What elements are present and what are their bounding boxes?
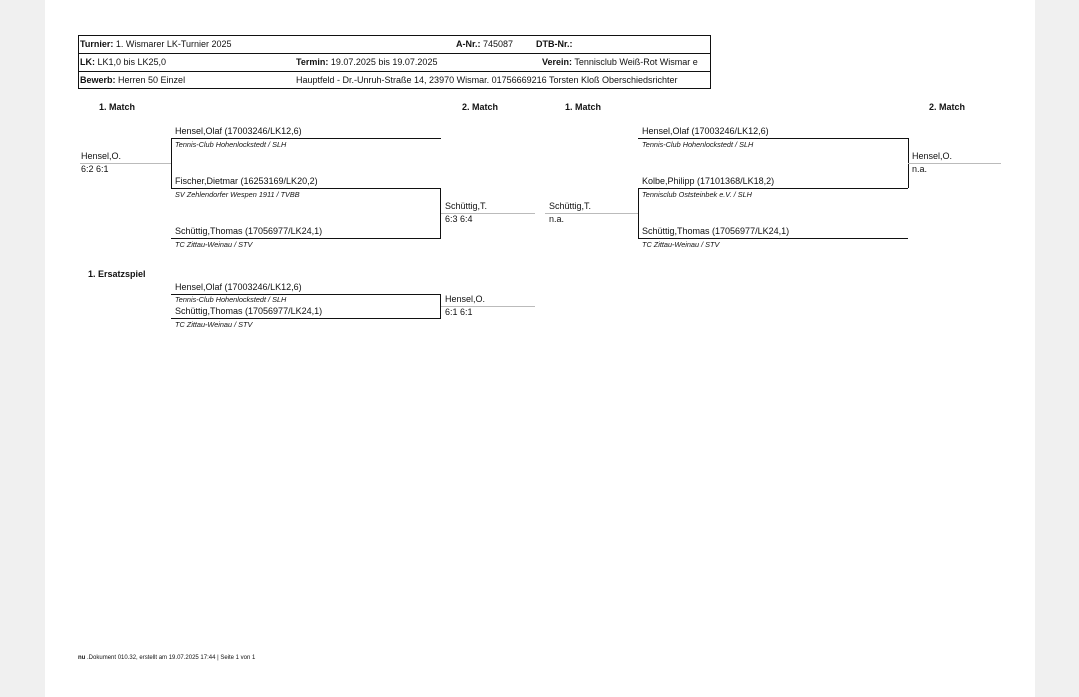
- termin-field: [296, 57, 437, 67]
- turnier-value: 1. Wismarer LK-Turnier 2025: [115, 39, 232, 49]
- bewerb-label: Bewerb:: [80, 75, 116, 85]
- ersatz-score: 6:1 6:1: [445, 307, 473, 317]
- left-match1-connector: [171, 138, 172, 188]
- lk-label: LK:: [80, 57, 95, 67]
- left-player1-name: Hensel,Olaf (17003246/LK12,6): [175, 126, 302, 136]
- lk-row: [80, 57, 166, 67]
- ersatz-player2-line: [171, 318, 441, 319]
- verein-label: Verein:: [542, 57, 573, 67]
- footer-text: .Dokument 010.32, erstellt am 19.07.2025 17:44 | Seite 1 von 1: [87, 655, 256, 661]
- location-text: Hauptfeld - Dr.-Unruh-Straße 14, 23970 Wismar. 01756669216 Torsten Kloß Oberschiedsrichter: [296, 75, 678, 85]
- bewerb-row: [80, 75, 185, 85]
- left-player1-line: [171, 138, 441, 139]
- left-match1-score: 6:2 6:1: [81, 164, 109, 174]
- header-divider: [78, 53, 711, 54]
- left-match2-score: 6:3 6:4: [445, 214, 473, 224]
- right-match1-score: n.a.: [549, 214, 565, 224]
- right-player1-line: [638, 138, 908, 139]
- ersatz-title: 1. Ersatzspiel: [88, 269, 146, 279]
- anr-label: A-Nr.:: [456, 39, 481, 49]
- document-page: [45, 0, 1035, 697]
- right-round2-label: 2. Match: [929, 102, 966, 112]
- turnier-row: [80, 39, 232, 49]
- footer: [78, 655, 255, 661]
- ersatz-player2-name: Schüttig,Thomas (17056977/LK24,1): [175, 306, 323, 316]
- ersatz-player1-name: Hensel,Olaf (17003246/LK12,6): [175, 282, 302, 292]
- anr-field: [456, 39, 513, 49]
- verein-value: Tennisclub Weiß-Rot Wismar e: [574, 57, 698, 67]
- right-match1-connector: [638, 188, 639, 238]
- lk-value: LK1,0 bis LK25,0: [97, 57, 167, 67]
- right-player1-club: Tennis-Club Hohenlockstedt / SLH: [642, 140, 754, 149]
- right-player3-club: TC Zittau-Weinau / STV: [642, 240, 720, 249]
- bewerb-value: Herren 50 Einzel: [118, 75, 186, 85]
- left-player2-line: [171, 188, 441, 189]
- right-match1-winner: Schüttig,T.: [549, 201, 592, 211]
- left-player1-club: Tennis-Club Hohenlockstedt / SLH: [175, 140, 287, 149]
- left-player3-name: Schüttig,Thomas (17056977/LK24,1): [175, 226, 323, 236]
- verein-field: [542, 57, 698, 67]
- right-player3-name: Schüttig,Thomas (17056977/LK24,1): [642, 226, 790, 236]
- left-round1-label: 1. Match: [99, 102, 136, 112]
- left-match1-winner: Hensel,O.: [81, 151, 122, 161]
- termin-value: 19.07.2025 bis 19.07.2025: [330, 57, 438, 67]
- ersatz-player2-club: TC Zittau-Weinau / STV: [175, 320, 253, 329]
- right-player3-line: [638, 238, 908, 239]
- left-round2-label: 2. Match: [462, 102, 499, 112]
- right-round1-label: 1. Match: [565, 102, 602, 112]
- left-player3-line: [171, 238, 441, 239]
- footer-prefix: nu: [78, 655, 86, 661]
- dtb-label: DTB-Nr.:: [536, 39, 573, 49]
- anr-value: 745087: [483, 39, 514, 49]
- dtb-field: [536, 39, 573, 49]
- ersatz-player1-club: Tennis-Club Hohenlockstedt / SLH: [175, 295, 287, 304]
- left-player2-name: Fischer,Dietmar (16253169/LK20,2): [175, 176, 318, 186]
- left-match2-winner: Schüttig,T.: [445, 201, 488, 211]
- right-match2-winner: Hensel,O.: [912, 151, 953, 161]
- right-player2-name: Kolbe,Philipp (17101368/LK18,2): [642, 176, 775, 186]
- right-match2-score: n.a.: [912, 164, 928, 174]
- header-divider: [78, 71, 711, 72]
- turnier-label: Turnier:: [80, 39, 114, 49]
- right-player2-line: [638, 188, 908, 189]
- right-player2-club: Tennisclub Oststeinbek e.V. / SLH: [642, 190, 752, 199]
- left-player3-club: TC Zittau-Weinau / STV: [175, 240, 253, 249]
- right-player1-name: Hensel,Olaf (17003246/LK12,6): [642, 126, 769, 136]
- left-player2-club: SV Zehlendorfer Wespen 1911 / TVBB: [175, 190, 300, 199]
- ersatz-winner: Hensel,O.: [445, 294, 486, 304]
- termin-label: Termin:: [296, 57, 329, 67]
